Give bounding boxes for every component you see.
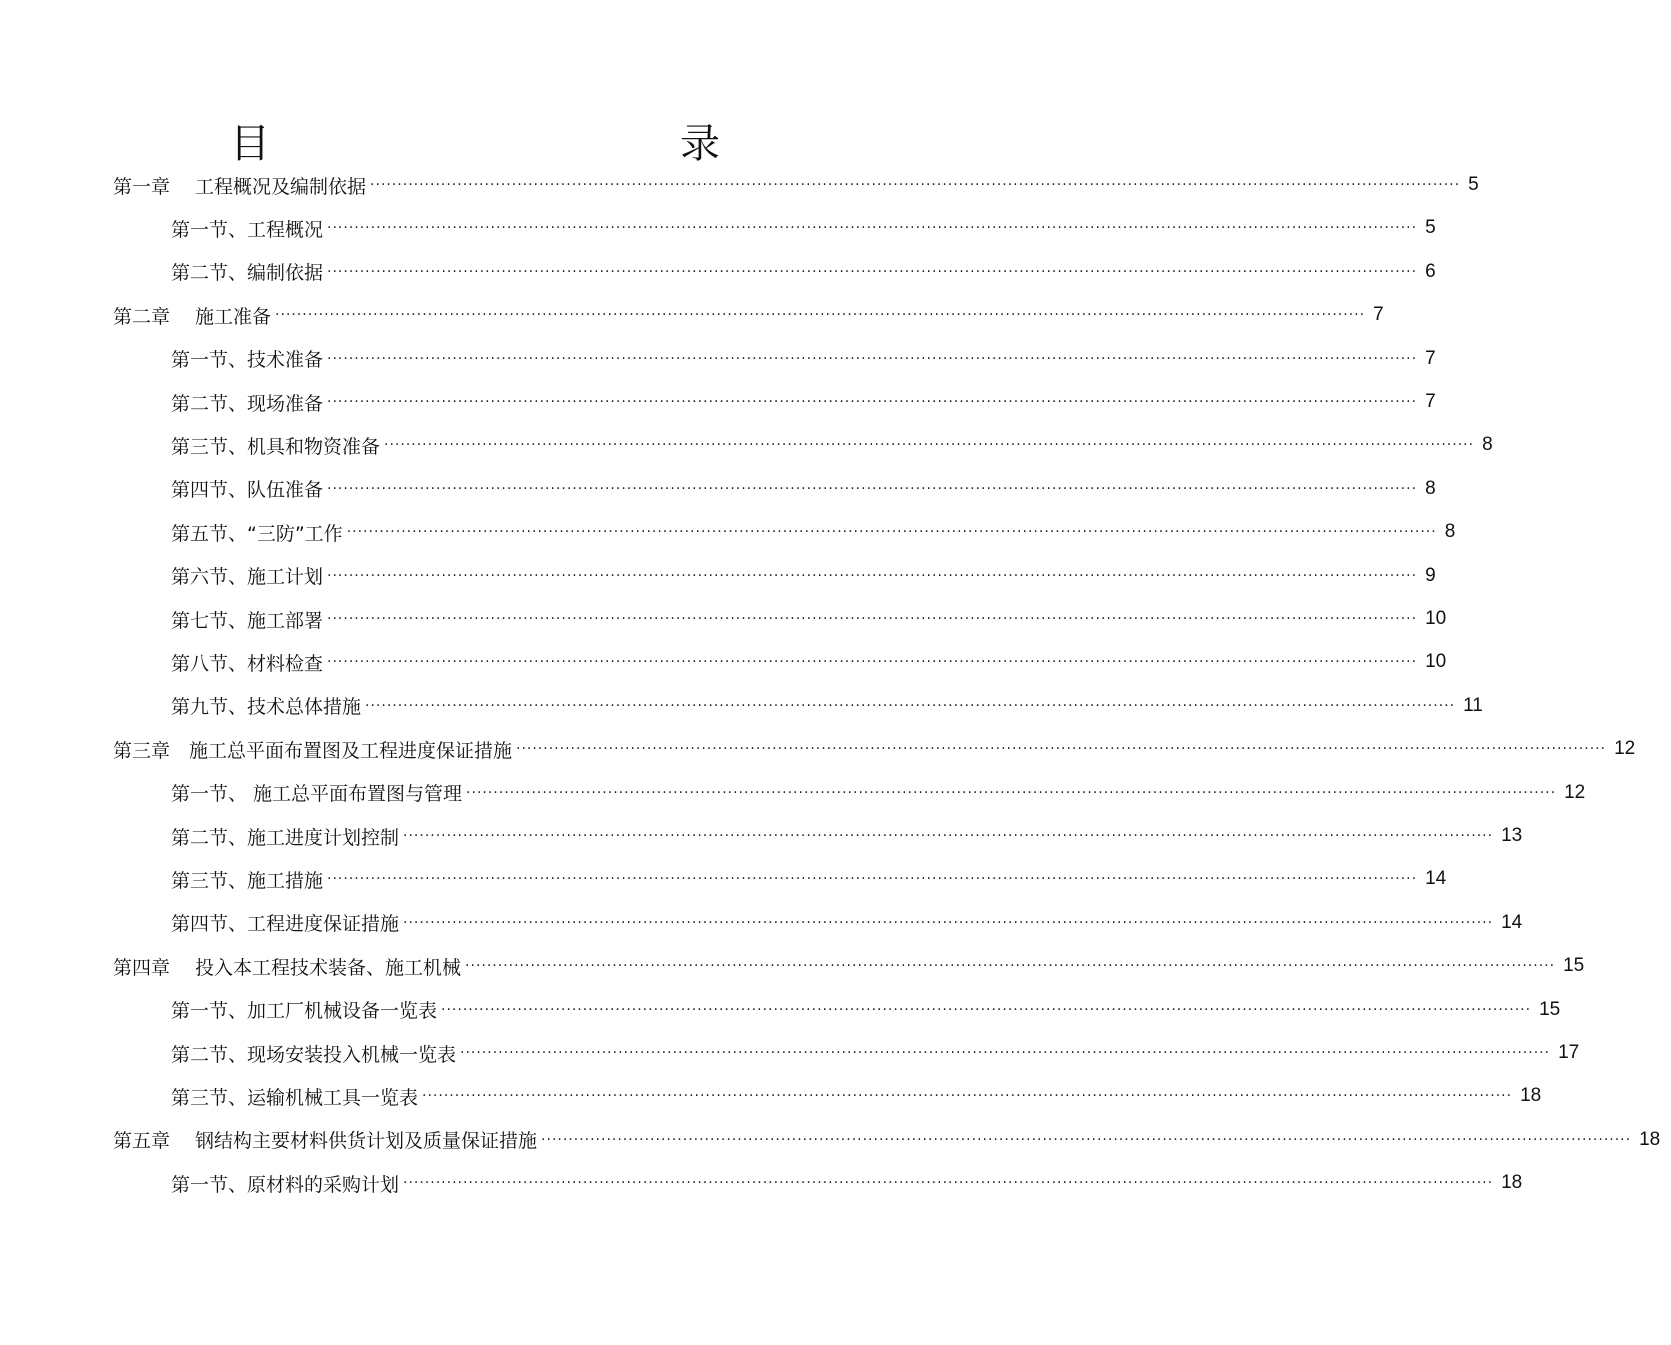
toc-section-row[interactable] xyxy=(171,430,1493,460)
dot-leader: ········································································································································································································ xyxy=(384,437,1475,454)
dot-leader: ········································································································································································································ xyxy=(403,828,1494,844)
toc-entry-label: 第四节、队伍准备 xyxy=(171,479,324,502)
dot-leader: ········································································································································································································ xyxy=(327,263,1418,280)
dot-leader: ········································································································································································································ xyxy=(327,611,1418,627)
toc-page-number: 12 xyxy=(1564,781,1586,803)
toc-entry-label: 第二节、现场准备 xyxy=(171,392,324,415)
toc-chapter-row[interactable] xyxy=(113,734,1636,764)
toc-page-number: 18 xyxy=(1501,1172,1523,1194)
toc-section-row[interactable] xyxy=(171,647,1447,677)
toc-section-row[interactable] xyxy=(171,344,1436,374)
toc-page-number: 18 xyxy=(1520,1085,1542,1107)
dot-leader: ········································································································································································································ xyxy=(327,350,1418,367)
toc-entry-label: 第八节、材料检查 xyxy=(171,652,324,675)
toc-entry-label: 第六节、施工计划 xyxy=(171,566,324,589)
toc-page-number: 15 xyxy=(1563,955,1585,977)
dot-leader: ········································································································································································································ xyxy=(460,1045,1551,1061)
toc-entry-label: 第三节、施工措施 xyxy=(171,869,324,892)
toc-entry-label: 第一节、技术准备 xyxy=(171,349,324,372)
dot-leader: ········································································································································································································ xyxy=(465,958,1556,975)
toc-page-number: 5 xyxy=(1468,174,1479,195)
toc-entry-label: 第三节、机具和物资准备 xyxy=(171,435,381,458)
toc-section-row[interactable] xyxy=(171,604,1447,634)
toc-section-row[interactable] xyxy=(171,517,1456,547)
dot-leader: ········································································································································································································ xyxy=(327,220,1418,237)
toc-entry-label: 第一节、加工厂机械设备一览表 xyxy=(171,1000,438,1023)
page-title: 目 录 xyxy=(230,121,830,167)
dot-leader: ········································································································································································································ xyxy=(541,1131,1632,1148)
toc-chapter-row[interactable] xyxy=(113,170,1479,200)
dot-leader: ········································································································································································································ xyxy=(403,914,1494,931)
toc-page-number: 8 xyxy=(1482,434,1493,456)
toc-entry-label: 第一节、原材料的采购计划 xyxy=(171,1173,400,1196)
toc-section-row[interactable] xyxy=(171,257,1436,287)
dot-leader: ········································································································································································································ xyxy=(327,480,1418,497)
toc-entry-label: 第四章 投入本工程技术装备、施工机械 xyxy=(113,956,462,979)
dot-leader: ········································································································································································································ xyxy=(327,394,1418,410)
toc-section-row[interactable] xyxy=(171,474,1436,504)
toc-entry-label: 第一节、工程概况 xyxy=(171,218,324,241)
toc-page-number: 15 xyxy=(1539,998,1561,1020)
toc-page-number: 13 xyxy=(1501,825,1523,846)
dot-leader: ········································································································································································································ xyxy=(370,177,1461,193)
toc-page-number: 10 xyxy=(1425,608,1447,629)
toc-entry-label: 第二章 施工准备 xyxy=(113,305,272,328)
toc-entry-label: 第二节、现场安装投入机械一览表 xyxy=(171,1043,457,1066)
toc-page-number: 12 xyxy=(1614,738,1636,760)
toc-section-row[interactable] xyxy=(171,561,1436,591)
toc-page-number: 17 xyxy=(1558,1042,1580,1063)
toc-page-number: 9 xyxy=(1425,564,1436,586)
dot-leader: ········································································································································································································ xyxy=(327,567,1418,584)
toc-entry-label: 第五节、“三防”工作 xyxy=(171,522,343,545)
dot-leader: ········································································································································································································ xyxy=(466,784,1557,801)
toc-page-number: 10 xyxy=(1425,651,1447,673)
toc-page-number: 11 xyxy=(1463,694,1483,716)
dot-leader: ········································································································································································································ xyxy=(365,697,1456,714)
dot-leader: ········································································································································································································ xyxy=(441,1001,1532,1018)
toc-section-row[interactable] xyxy=(171,387,1436,417)
toc-page-number: 7 xyxy=(1425,347,1436,369)
toc-section-row[interactable] xyxy=(171,821,1523,851)
toc-entry-label: 第九节、技术总体措施 xyxy=(171,696,362,719)
toc-section-row[interactable] xyxy=(171,908,1523,938)
toc-page-number: 14 xyxy=(1425,868,1447,890)
dot-leader: ········································································································································································································ xyxy=(327,654,1418,671)
toc-chapter-row[interactable] xyxy=(113,1125,1661,1155)
toc-section-row[interactable] xyxy=(171,691,1483,721)
dot-leader: ········································································································································································································ xyxy=(346,524,1437,541)
dot-leader: ········································································································································································································ xyxy=(516,741,1607,758)
toc-entry-label: 第三节、运输机械工具一览表 xyxy=(171,1086,419,1109)
toc-entry-label: 第二节、编制依据 xyxy=(171,262,324,285)
toc-entry-label: 第三章 施工总平面布置图及工程进度保证措施 xyxy=(113,739,513,762)
toc-entry-label: 第五章 钢结构主要材料供货计划及质量保证措施 xyxy=(113,1130,538,1153)
toc-entry-label: 第四节、工程进度保证措施 xyxy=(171,913,400,936)
toc-section-row[interactable] xyxy=(171,995,1561,1025)
toc-chapter-row[interactable] xyxy=(113,300,1384,330)
toc-section-row[interactable] xyxy=(171,213,1436,243)
toc-section-row[interactable] xyxy=(171,1038,1580,1068)
dot-leader: ········································································································································································································ xyxy=(327,871,1418,888)
toc-chapter-row[interactable] xyxy=(113,951,1585,981)
toc-section-row[interactable] xyxy=(171,778,1586,808)
toc-section-row[interactable] xyxy=(171,1081,1542,1111)
toc-entry-label: 第二节、施工进度计划控制 xyxy=(171,826,400,849)
toc-page-number: 6 xyxy=(1425,260,1436,282)
dot-leader: ········································································································································································································ xyxy=(275,307,1366,324)
dot-leader: ········································································································································································································ xyxy=(422,1088,1513,1105)
toc-section-row[interactable] xyxy=(171,864,1447,894)
toc-entry-label: 第一节、 施工总平面布置图与管理 xyxy=(171,783,463,806)
toc-page-number: 8 xyxy=(1444,521,1456,543)
toc-entry-label: 第七节、施工部署 xyxy=(171,609,324,632)
toc-page-number: 18 xyxy=(1639,1128,1661,1150)
toc-entry-label: 第一章 工程概况及编制依据 xyxy=(113,175,367,198)
dot-leader: ········································································································································································································ xyxy=(403,1175,1494,1192)
toc-page-number: 7 xyxy=(1425,391,1436,412)
toc-page-number: 7 xyxy=(1373,304,1384,326)
toc-page-number: 8 xyxy=(1425,477,1436,499)
toc-page-number: 14 xyxy=(1501,911,1523,933)
toc-page-number: 5 xyxy=(1425,217,1436,239)
toc-section-row[interactable] xyxy=(171,1168,1523,1198)
